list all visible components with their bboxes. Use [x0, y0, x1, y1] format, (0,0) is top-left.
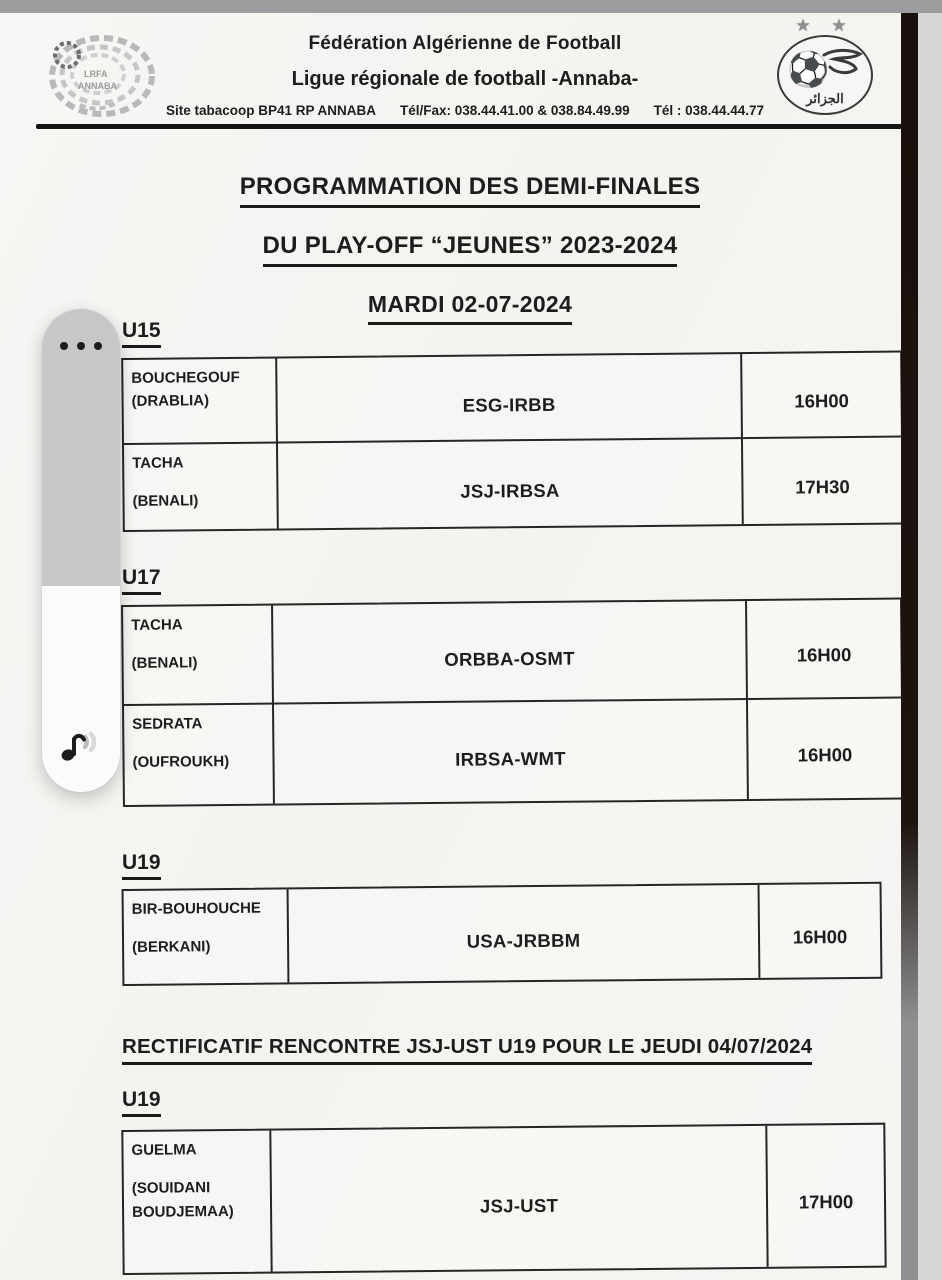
contact-line: [160, 103, 770, 118]
venue-cell: TACHA (BENALI): [124, 444, 279, 530]
match-cell: JSJ-UST: [271, 1126, 768, 1272]
table-row: [123, 1125, 884, 1273]
volume-slider-track[interactable]: [42, 309, 120, 586]
match-cell: JSJ-IRBSA: [278, 439, 744, 528]
document-title: [60, 173, 880, 349]
football-icon: ⚽: [787, 51, 830, 89]
scanned-document-page: [0, 13, 901, 1280]
media-volume-button[interactable]: [42, 722, 120, 770]
title-line-1: PROGRAMMATION DES DEMI-FINALES: [240, 173, 701, 208]
table-row: [124, 884, 881, 984]
section-heading-u19-rectificatif: U19: [122, 1088, 161, 1117]
background-edge: [918, 0, 942, 1280]
match-cell: ESG-IRBB: [277, 354, 743, 441]
tel: Tél : 038.44.44.77: [653, 103, 764, 118]
title-line-3: MARDI 02-07-2024: [368, 291, 572, 325]
time-cell: 17H30: [795, 475, 850, 498]
time-cell: 17H00: [798, 1190, 854, 1213]
volume-slider[interactable]: [42, 309, 120, 792]
letterhead: [160, 33, 770, 118]
u19-rectificatif-table: [121, 1123, 886, 1275]
falcon-swoosh-icon: [820, 47, 864, 87]
lrfa-annaba-crest-logo: [40, 33, 158, 119]
venue-cell: GUELMA (SOUIDANI BOUDJEMAA): [123, 1131, 272, 1273]
time-cell: 16H00: [796, 643, 852, 666]
u17-table: [121, 598, 904, 807]
time-cell: 16H00: [797, 743, 853, 766]
music-note-icon: [55, 722, 107, 770]
venue-cell: BIR-BOUHOUCHE (BERKANI): [124, 889, 290, 984]
venue-cell: TACHA (BENALI): [123, 606, 274, 704]
title-line-2: DU PLAY-OFF “JEUNES” 2023-2024: [263, 232, 678, 267]
u19-table: [122, 882, 883, 986]
league-name: Ligue régionale de football -Annaba-: [291, 68, 639, 90]
table-row: [123, 600, 901, 706]
crest-text-lrfa: LRFA: [84, 69, 108, 79]
faf-emblem: [777, 35, 873, 115]
stars-icon: ★ ★: [795, 16, 855, 35]
ellipsis-dot: [77, 342, 85, 350]
match-cell: ORBBA-OSMT: [273, 601, 748, 703]
scan-shadow-bar: [901, 13, 918, 1023]
table-row: [124, 438, 902, 530]
crest-text-annaba: ANNABA: [78, 81, 117, 91]
faf-arabic-text: الجزائر: [806, 91, 844, 106]
venue-cell: SEDRATA (OUFROUKH): [124, 705, 275, 805]
ellipsis-dot: [60, 342, 68, 350]
address: Site tabacoop BP41 RP ANNABA: [166, 103, 377, 118]
rectificatif-heading: RECTIFICATIF RENCONTRE JSJ-UST U19 POUR LE JEUDI 04/07/2024: [122, 1035, 812, 1065]
federation-name: Fédération Algérienne de Football: [308, 33, 622, 54]
time-cell: 16H00: [794, 389, 849, 412]
table-row: [123, 353, 901, 445]
faf-logo: [770, 17, 880, 123]
section-heading-u15: U15: [122, 319, 161, 348]
u15-table: [121, 351, 904, 532]
venue-cell: BOUCHEGOUF (DRABLIA): [123, 359, 278, 443]
section-heading-u19: U19: [122, 851, 161, 880]
match-cell: IRBSA-WMT: [274, 700, 749, 804]
time-cell: 16H00: [792, 925, 848, 948]
background-top-strip: [0, 0, 942, 13]
tel-fax: Tél/Fax: 038.44.41.00 & 038.84.49.99: [400, 103, 630, 118]
table-row: [124, 699, 902, 805]
header-divider: [36, 124, 902, 129]
more-options-button[interactable]: [42, 342, 120, 350]
ellipsis-dot: [94, 342, 102, 350]
match-cell: USA-JRBBM: [289, 885, 761, 983]
section-heading-u17: U17: [122, 566, 161, 595]
